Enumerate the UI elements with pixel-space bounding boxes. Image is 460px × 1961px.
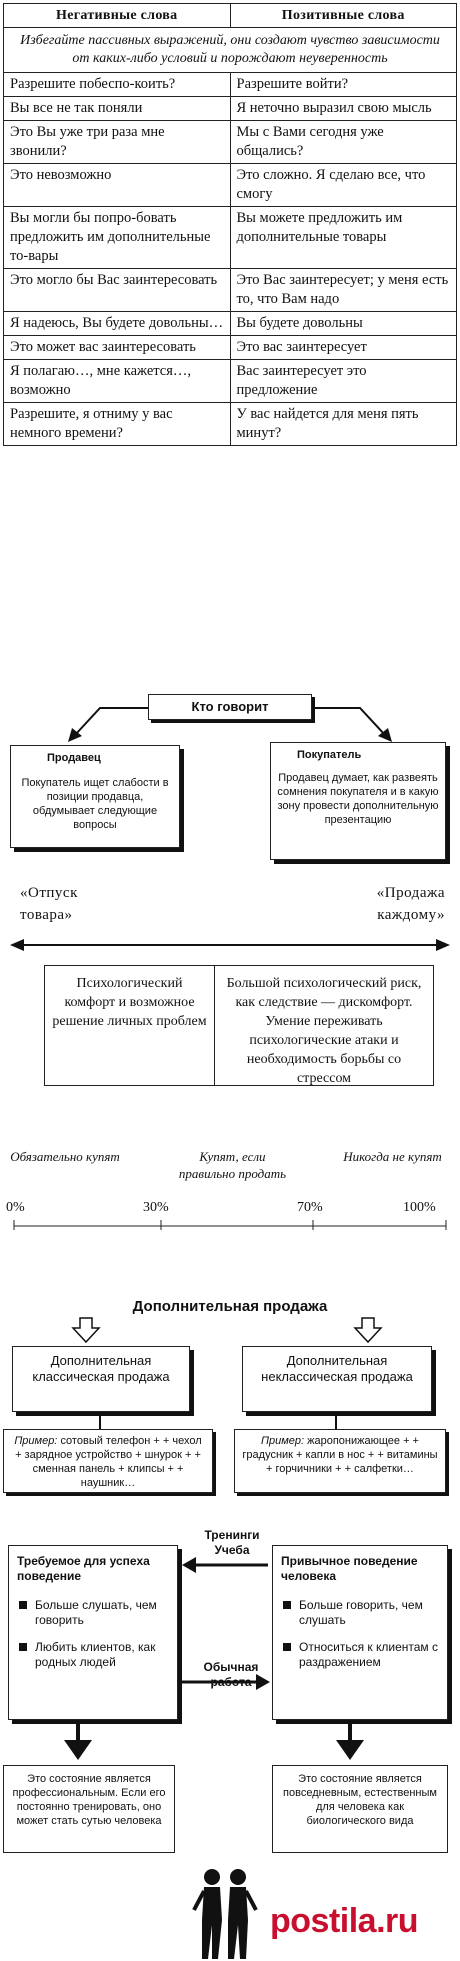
trainings-text: Тренинги (204, 1528, 260, 1542)
neg-cell: Это невозможно (4, 164, 231, 207)
neg-cell: Я полагаю…, мне кажется…, возможно (4, 360, 231, 403)
classic-example-text: сотовый телефон + + чехол + зарядное устройство + шнурок + + сменная панель + клипсы + + наушник… (15, 1435, 202, 1489)
tick-label: 100% (403, 1200, 436, 1215)
habitual-list (281, 1598, 439, 1670)
usual-work-label: Обычная работа (203, 1660, 259, 1689)
table-row (4, 403, 457, 446)
study-text: Учеба (214, 1543, 250, 1557)
example-prefix: Пример: (261, 1435, 305, 1447)
required-title: Требуемое для успеха поведение (17, 1554, 150, 1583)
tick-label: 30% (143, 1200, 169, 1215)
example-prefix: Пример: (14, 1435, 58, 1447)
tick-label: 70% (297, 1200, 323, 1215)
seller-text: Покупатель ищет слабости в позиции продавца, обдумывает следующие вопросы (21, 777, 169, 831)
label-always-buy: Обязательно купят (10, 1149, 120, 1164)
neg-cell: Разрешите, я отниму у вас немного времени? (4, 403, 231, 446)
table-row (4, 164, 457, 207)
label-if-sold: Купят, если правильно продать (178, 1149, 287, 1181)
table-row (4, 73, 457, 97)
label-never-buy: Никогда не купят (343, 1149, 442, 1164)
list-item: Любить клиентов, как родных людей (17, 1640, 169, 1670)
watermark-logo: postila.ru (270, 1902, 419, 1940)
pos-cell: Разрешите войти? (230, 73, 457, 97)
scale-arrow (0, 935, 460, 955)
words-table (3, 3, 457, 446)
list-item: Больше говорить, чем слушать (281, 1598, 439, 1628)
buyer-title: Покупатель (297, 749, 362, 761)
buyer-text: Продавец думает, как развеять сомнения покупателя и в какую зону провести дополнительную презентацию (277, 772, 439, 826)
neg-cell: Разрешите побеспо-коить? (4, 73, 231, 97)
table-row (4, 312, 457, 336)
pos-cell: Это вас заинтересует (230, 336, 457, 360)
nonclassic-example-text: жаропонижающее + + градусник + капли в нос + + витамины + горчичники + + салфетки… (242, 1435, 438, 1475)
left-result-box: Это состояние является профессиональным. Если его постоянно тренировать, оно может стать сутью человека (3, 1765, 175, 1853)
neg-cell: Я надеюсь, Вы будете довольны… (4, 312, 231, 336)
buyer-box (270, 742, 446, 860)
table-row (4, 269, 457, 312)
list-item: Относиться к клиентам с раздражением (281, 1640, 439, 1670)
pos-cell: Я неточно выразил свою мысль (230, 97, 457, 121)
right-result-box: Это состояние является повседневным, естественным для человека как биологического вида (272, 1765, 448, 1853)
table-row (4, 360, 457, 403)
list-item: Больше слушать, чем говорить (17, 1598, 169, 1628)
classic-connector (99, 1415, 101, 1429)
classic-example (3, 1429, 213, 1493)
neg-cell: Это Вы уже три раза мне звонили? (4, 121, 231, 164)
nonclassic-sale-box: Дополнительная неклассическая продажа (242, 1346, 432, 1412)
pos-cell: Вас заинтересует это предложение (230, 360, 457, 403)
seller-title: Продавец (47, 752, 101, 764)
neg-cell: Это может вас заинтересовать (4, 336, 231, 360)
who-speaks-title: Кто говорит (148, 694, 312, 720)
neg-cell: Это могло бы Вас заинтересовать (4, 269, 231, 312)
two-figures-illustration (190, 1865, 260, 1961)
header-positive: Позитивные слова (230, 4, 457, 28)
extra-sale-arrows (0, 1316, 460, 1346)
seller-box (10, 745, 180, 848)
scale-right-box: Большой психологический риск, как следствие — дискомфорт. Умение переживать психологические атаки и необходимость борьбы со стрессом (214, 965, 434, 1086)
scale-left-label: «Отпуск товара» (20, 885, 78, 923)
scale-left-box: Психологический комфорт и возможное решение личных проблем (44, 965, 214, 1086)
table-row (4, 207, 457, 269)
table-row (4, 97, 457, 121)
scale-right-label: «Продажа каждому» (376, 885, 445, 923)
required-list (17, 1598, 169, 1670)
neg-cell: Вы все не так поняли (4, 97, 231, 121)
nonclassic-connector (335, 1415, 337, 1429)
required-behavior-box (8, 1545, 178, 1720)
tick-label: 0% (6, 1200, 25, 1215)
extra-sale-title: Дополнительная продажа (132, 1298, 328, 1315)
pos-cell: Вы можете предложить им дополнительные товары (230, 207, 457, 269)
neg-cell: Вы могли бы попро-бовать предложить им дополнительные то-вары (4, 207, 231, 269)
pos-cell: Вы будете довольны (230, 312, 457, 336)
habitual-behavior-box (272, 1545, 448, 1720)
pos-cell: У вас найдется для меня пять минут? (230, 403, 457, 446)
table-row (4, 121, 457, 164)
pos-cell: Мы с Вами сегодня уже общались? (230, 121, 457, 164)
percent-line (0, 1216, 460, 1236)
table-row (4, 336, 457, 360)
habitual-title: Привычное поведение человека (281, 1554, 418, 1583)
pos-cell: Это Вас заинтересует; у меня есть то, что Вам надо (230, 269, 457, 312)
pos-cell: Это сложно. Я сделаю все, что смогу (230, 164, 457, 207)
nonclassic-example (234, 1429, 446, 1493)
header-negative: Негативные слова (4, 4, 231, 28)
table-note: Избегайте пассивных выражений, они создают чувство зависимости от каких-либо условий и порождают неуверенность (4, 28, 457, 73)
classic-sale-box: Дополнительная классическая продажа (12, 1346, 190, 1412)
